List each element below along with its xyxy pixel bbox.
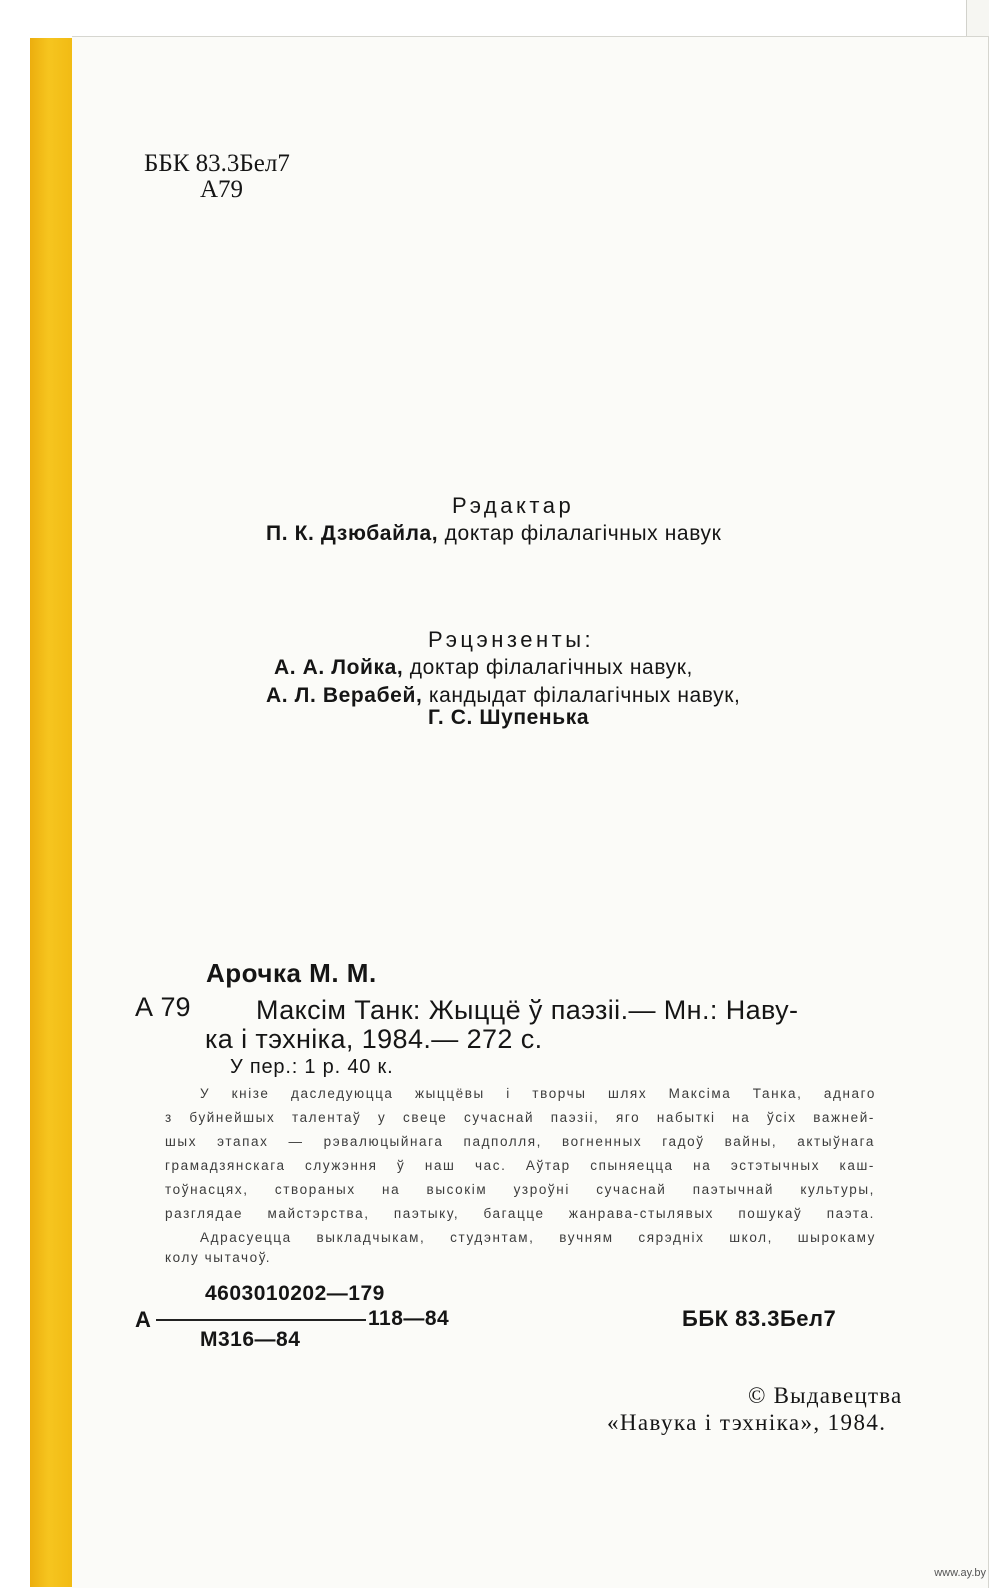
author-code-top: А79 (200, 176, 244, 203)
reviewer-title: доктар філалагічных навук, (403, 656, 693, 679)
reviewer-line (266, 684, 740, 708)
index-suffix: 118—84 (368, 1307, 450, 1330)
index-prefix: А (135, 1307, 151, 1332)
site-watermark: www.ay.by (934, 1567, 986, 1579)
reviewer-name: Г. С. Шупенька (428, 706, 590, 729)
scan-background (0, 0, 1000, 38)
annotation-line: Адрасуецца выкладчыкам, студэнтам, вучням сярэдніх школ, шырокаму (200, 1230, 876, 1245)
book-page (72, 36, 989, 1588)
editor-title: доктар філалагічных навук (438, 522, 722, 545)
annotation-line: разглядае майстэрства, паэтыку, багацце жанрава-стылявых пошукаў паэта. (165, 1206, 875, 1221)
index-code-top: 4603010202—179 (205, 1282, 385, 1305)
yellow-cover-strip (30, 38, 72, 1587)
catalog-bib-line: Максім Танк: Жыццё ў паэзіі.— Мн.: Наву- (256, 995, 799, 1025)
reviewers-heading: Рэцэнзенты: (428, 627, 595, 652)
catalog-author: Арочка М. М. (206, 958, 377, 988)
bbk-classification-bottom: ББК 83.3Бел7 (682, 1306, 837, 1331)
fraction-rule (156, 1319, 366, 1321)
editor-line (266, 522, 721, 546)
reviewer-line (428, 706, 589, 730)
publisher-name-year: «Навука і тэхніка», 1984. (607, 1410, 887, 1435)
index-code-bottom: М316—84 (200, 1328, 301, 1351)
reviewer-name: А. А. Лойка, (274, 656, 404, 679)
bbk-classification-top: ББК 83.3Бел7 (144, 150, 290, 177)
editor-name: П. К. Дзюбайла, (266, 522, 439, 545)
reviewer-title: кандыдат філалагічных навук, (422, 684, 741, 707)
reviewer-line (274, 656, 693, 680)
reviewer-name: А. Л. Верабей, (266, 684, 423, 707)
annotation-line: У кнізе даследуюцца жыццёвы і творчы шлях Максіма Танка, аднаго (200, 1086, 876, 1101)
catalog-call-number: А 79 (135, 992, 191, 1022)
copyright-publisher: © Выдавецтва (748, 1383, 903, 1408)
annotation-line: грамадзянскага служэння ў наш час. Аўтар спыняецца на эстэтычных каш- (165, 1158, 875, 1173)
annotation-line: шых этапах — рэвалюцыйнага падполля, вогненных гадоў вайны, актыўнага (165, 1134, 875, 1149)
annotation-line: колу чытачоў. (165, 1250, 272, 1265)
annotation-line: з буйнейшых талентаў у свеце сучаснай паэзіі, яго набыткі на ўсіх важней- (165, 1110, 875, 1125)
catalog-bib-line: ка і тэхніка, 1984.— 272 с. (205, 1024, 543, 1054)
editor-heading: Рэдактар (452, 493, 575, 518)
annotation-line: тоўнасцях, створаных на высокім узроўні сучаснай паэтычнай культуры, (165, 1182, 875, 1197)
catalog-price: У пер.: 1 р. 40 к. (230, 1056, 394, 1078)
